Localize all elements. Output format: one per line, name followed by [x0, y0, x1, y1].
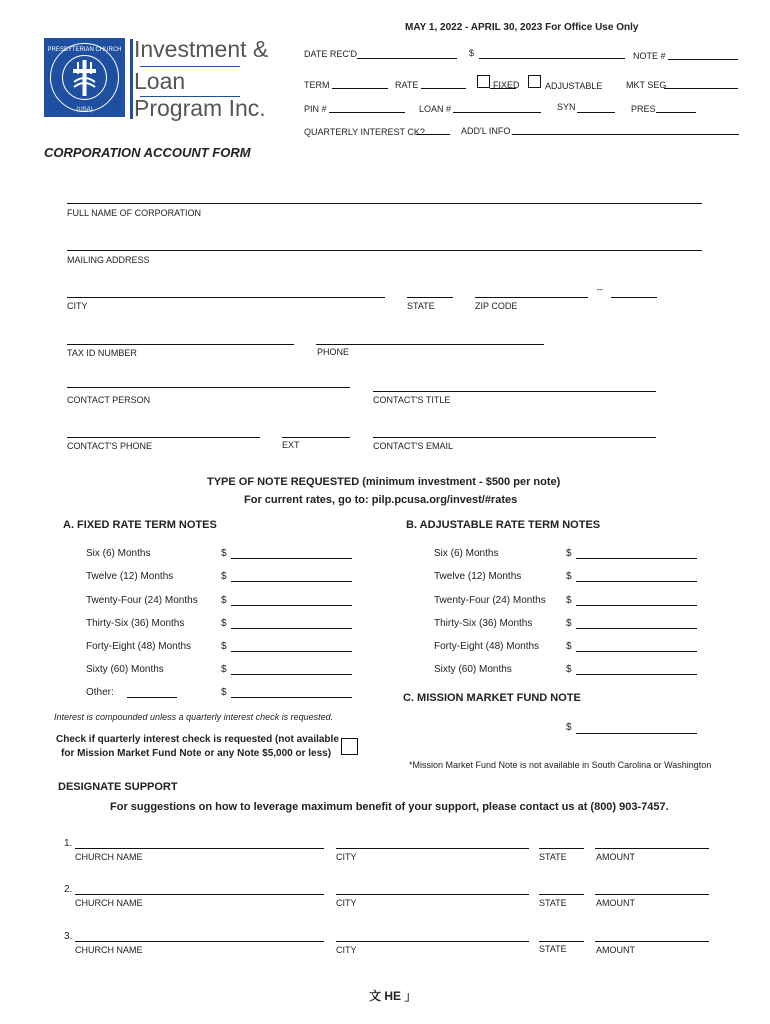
- church-amount-field-3[interactable]: [595, 941, 709, 942]
- contact-person-label: CONTACT PERSON: [67, 395, 151, 405]
- phone-label: PHONE: [317, 347, 350, 357]
- addl-info-field[interactable]: [512, 134, 739, 135]
- fixed-term-4: Thirty-Six (36) Months: [86, 618, 185, 629]
- contact-title-field[interactable]: [373, 391, 656, 392]
- zip-label: ZIP CODE: [475, 301, 518, 311]
- church-amount-field-2[interactable]: [595, 894, 709, 895]
- fixed-dollar-6: $: [221, 664, 227, 675]
- church-amount-field-1[interactable]: [595, 848, 709, 849]
- tax-id-label: TAX ID NUMBER: [67, 348, 137, 358]
- church-state-label-1: STATE: [539, 852, 567, 862]
- tax-id-field[interactable]: [67, 344, 294, 345]
- fixed-amount-4[interactable]: [231, 628, 352, 629]
- adj-amount-2[interactable]: [576, 581, 697, 582]
- loan-field[interactable]: [453, 112, 541, 113]
- rate-label: RATE: [395, 80, 419, 90]
- fixed-amount-2[interactable]: [231, 581, 352, 582]
- fixed-dollar-2: $: [221, 571, 227, 582]
- seal-cross-icon: [44, 38, 125, 117]
- contact-title-label: CONTACT'S TITLE: [373, 395, 451, 405]
- loan-label: LOAN #: [419, 104, 452, 114]
- state-field[interactable]: [407, 297, 453, 298]
- church-state-field-2[interactable]: [539, 894, 584, 895]
- amount-field[interactable]: [479, 58, 625, 59]
- adj-term-3: Twenty-Four (24) Months: [434, 595, 546, 606]
- fixed-other-term[interactable]: [127, 697, 177, 698]
- seal-top-text: PRESBYTERIAN CHURCH: [47, 47, 122, 53]
- note-no-field[interactable]: [668, 59, 738, 60]
- adj-term-1: Six (6) Months: [434, 548, 499, 559]
- seal-bottom-text: (USA): [76, 107, 93, 113]
- church-name-field-2[interactable]: [75, 894, 324, 895]
- fixed-term-2: Twelve (12) Months: [86, 571, 174, 582]
- mailing-address-field[interactable]: [67, 250, 702, 251]
- full-name-field[interactable]: [67, 203, 702, 204]
- designate-heading: DESIGNATE SUPPORT: [58, 781, 178, 793]
- fixed-dollar-5: $: [221, 641, 227, 652]
- mission-amount[interactable]: [576, 733, 697, 734]
- adjustable-checkbox[interactable]: [528, 75, 541, 88]
- church-name-label-3: CHURCH NAME: [75, 945, 143, 955]
- adj-dollar-5: $: [566, 641, 572, 652]
- fixed-term-3: Twenty-Four (24) Months: [86, 595, 198, 606]
- church-state-field-1[interactable]: [539, 848, 584, 849]
- church-name-label-1: CHURCH NAME: [75, 852, 143, 862]
- pres-label: PRES: [631, 104, 656, 114]
- logo-rule: [140, 66, 240, 67]
- church-amount-label-2: AMOUNT: [596, 898, 635, 908]
- church-city-label-3: CITY: [336, 945, 357, 955]
- logo-line1: Investment &: [134, 36, 269, 62]
- ext-label: EXT: [282, 440, 300, 450]
- mailing-address-label: MAILING ADDRESS: [67, 255, 150, 265]
- fixed-amount-3[interactable]: [231, 605, 352, 606]
- note-no-label: NOTE #: [633, 51, 666, 61]
- check-line-1: Check if quarterly interest check is requested (not available: [56, 734, 339, 745]
- fixed-amount-5[interactable]: [231, 651, 352, 652]
- fixed-amount-other[interactable]: [231, 697, 352, 698]
- dollar-label: $: [469, 48, 475, 58]
- syn-field[interactable]: [577, 112, 615, 113]
- contact-person-field[interactable]: [67, 387, 350, 388]
- contact-phone-label: CONTACT'S PHONE: [67, 441, 153, 451]
- church-name-field-1[interactable]: [75, 848, 324, 849]
- fixed-label: FIXED: [493, 80, 520, 90]
- logo-line2: Loan: [134, 68, 186, 94]
- fixed-term-1: Six (6) Months: [86, 548, 151, 559]
- adj-amount-5[interactable]: [576, 651, 697, 652]
- fixed-rule: [490, 88, 516, 89]
- mkt-seg-label: MKT SEG: [626, 80, 667, 90]
- church-name-label-2: CHURCH NAME: [75, 898, 143, 908]
- contact-email-label: CONTACT'S EMAIL: [373, 441, 454, 451]
- contact-email-field[interactable]: [373, 437, 656, 438]
- church-amount-label-3: AMOUNT: [596, 945, 635, 955]
- quarterly-field[interactable]: [416, 134, 450, 135]
- fixed-heading: A. FIXED RATE TERM NOTES: [63, 519, 217, 531]
- fixed-checkbox[interactable]: [477, 75, 490, 88]
- fixed-amount-1[interactable]: [231, 558, 352, 559]
- pin-label: PIN #: [304, 104, 327, 114]
- mkt-seg-field[interactable]: [664, 88, 738, 89]
- term-label: TERM: [304, 80, 330, 90]
- zip-dash: _: [597, 280, 603, 291]
- syn-label: SYN: [557, 102, 576, 112]
- church-city-field-3[interactable]: [336, 941, 529, 942]
- adj-amount-4[interactable]: [576, 628, 697, 629]
- state-label: STATE: [407, 301, 435, 311]
- zip-field[interactable]: [475, 297, 588, 298]
- interest-note: Interest is compounded unless a quarterly interest check is requested.: [54, 712, 334, 722]
- adj-amount-3[interactable]: [576, 605, 697, 606]
- church-name-field-3[interactable]: [75, 941, 324, 942]
- adj-term-4: Thirty-Six (36) Months: [434, 618, 533, 629]
- church-city-label-1: CITY: [336, 852, 357, 862]
- designate-num-3: 3.: [64, 931, 73, 942]
- adj-term-2: Twelve (12) Months: [434, 571, 522, 582]
- fixed-dollar-1: $: [221, 548, 227, 559]
- form-title: CORPORATION ACCOUNT FORM: [44, 145, 251, 160]
- adj-dollar-3: $: [566, 595, 572, 606]
- full-name-label: FULL NAME OF CORPORATION: [67, 208, 202, 218]
- adj-term-5: Forty-Eight (48) Months: [434, 641, 540, 652]
- adj-amount-1[interactable]: [576, 558, 697, 559]
- mission-footnote: *Mission Market Fund Note is not available in South Carolina or Washington: [409, 760, 712, 770]
- quarterly-check-checkbox[interactable]: [341, 738, 358, 755]
- fixed-other-label: Other:: [86, 687, 114, 698]
- pin-field[interactable]: [329, 112, 405, 113]
- date-recd-field[interactable]: [357, 58, 457, 59]
- designate-suggestion: For suggestions on how to leverage maximum benefit of your support, please contact us at (800) 903-7457.: [110, 801, 669, 813]
- fixed-dollar-4: $: [221, 618, 227, 629]
- term-field[interactable]: [332, 88, 388, 89]
- ext-field[interactable]: [282, 437, 350, 438]
- mission-heading: C. MISSION MARKET FUND NOTE: [403, 692, 581, 704]
- office-use-header: MAY 1, 2022 - APRIL 30, 2023 For Office Use Only: [405, 22, 639, 33]
- city-field[interactable]: [67, 297, 385, 298]
- adj-amount-6[interactable]: [576, 674, 697, 675]
- note-type-heading: TYPE OF NOTE REQUESTED (minimum investment - $500 per note): [207, 476, 561, 488]
- rate-field[interactable]: [421, 88, 466, 89]
- fixed-term-6: Sixty (60) Months: [86, 664, 164, 675]
- adjustable-label: ADJUSTABLE: [545, 81, 603, 91]
- church-amount-label-1: AMOUNT: [596, 852, 635, 862]
- church-city-field-2[interactable]: [336, 894, 529, 895]
- fixed-dollar-3: $: [221, 595, 227, 606]
- designate-num-1: 1.: [64, 838, 73, 849]
- designate-num-2: 2.: [64, 884, 73, 895]
- adj-term-6: Sixty (60) Months: [434, 664, 512, 675]
- adj-dollar-1: $: [566, 548, 572, 559]
- phone-field[interactable]: [316, 344, 544, 345]
- footer-mark: 文 HE 」: [369, 989, 417, 1003]
- zip-ext-field[interactable]: [611, 297, 657, 298]
- church-city-field-1[interactable]: [336, 848, 529, 849]
- logo-bar: [130, 39, 133, 119]
- adjustable-heading: B. ADJUSTABLE RATE TERM NOTES: [406, 519, 601, 531]
- logo-line3: Program Inc.: [134, 95, 266, 121]
- church-state-label-3: STATE: [539, 944, 567, 954]
- pres-field[interactable]: [656, 112, 696, 113]
- church-city-label-2: CITY: [336, 898, 357, 908]
- adj-dollar-6: $: [566, 664, 572, 675]
- adj-dollar-2: $: [566, 571, 572, 582]
- seal-logo: [44, 38, 125, 117]
- mission-dollar: $: [566, 722, 572, 733]
- date-recd-label: DATE REC'D: [304, 49, 358, 59]
- fixed-dollar-other: $: [221, 687, 227, 698]
- church-state-label-2: STATE: [539, 898, 567, 908]
- check-line-2: for Mission Market Fund Note or any Note $5,000 or less): [61, 748, 332, 759]
- addl-info-label: ADD'L INFO: [461, 126, 511, 136]
- contact-phone-field[interactable]: [67, 437, 260, 438]
- fixed-term-5: Forty-Eight (48) Months: [86, 641, 192, 652]
- rates-url[interactable]: For current rates, go to: pilp.pcusa.org/invest/#rates: [244, 494, 518, 506]
- fixed-amount-6[interactable]: [231, 674, 352, 675]
- quarterly-label: QUARTERLY INTEREST CK?: [304, 127, 425, 137]
- church-state-field-3[interactable]: [539, 941, 584, 942]
- city-label: CITY: [67, 301, 88, 311]
- adj-dollar-4: $: [566, 618, 572, 629]
